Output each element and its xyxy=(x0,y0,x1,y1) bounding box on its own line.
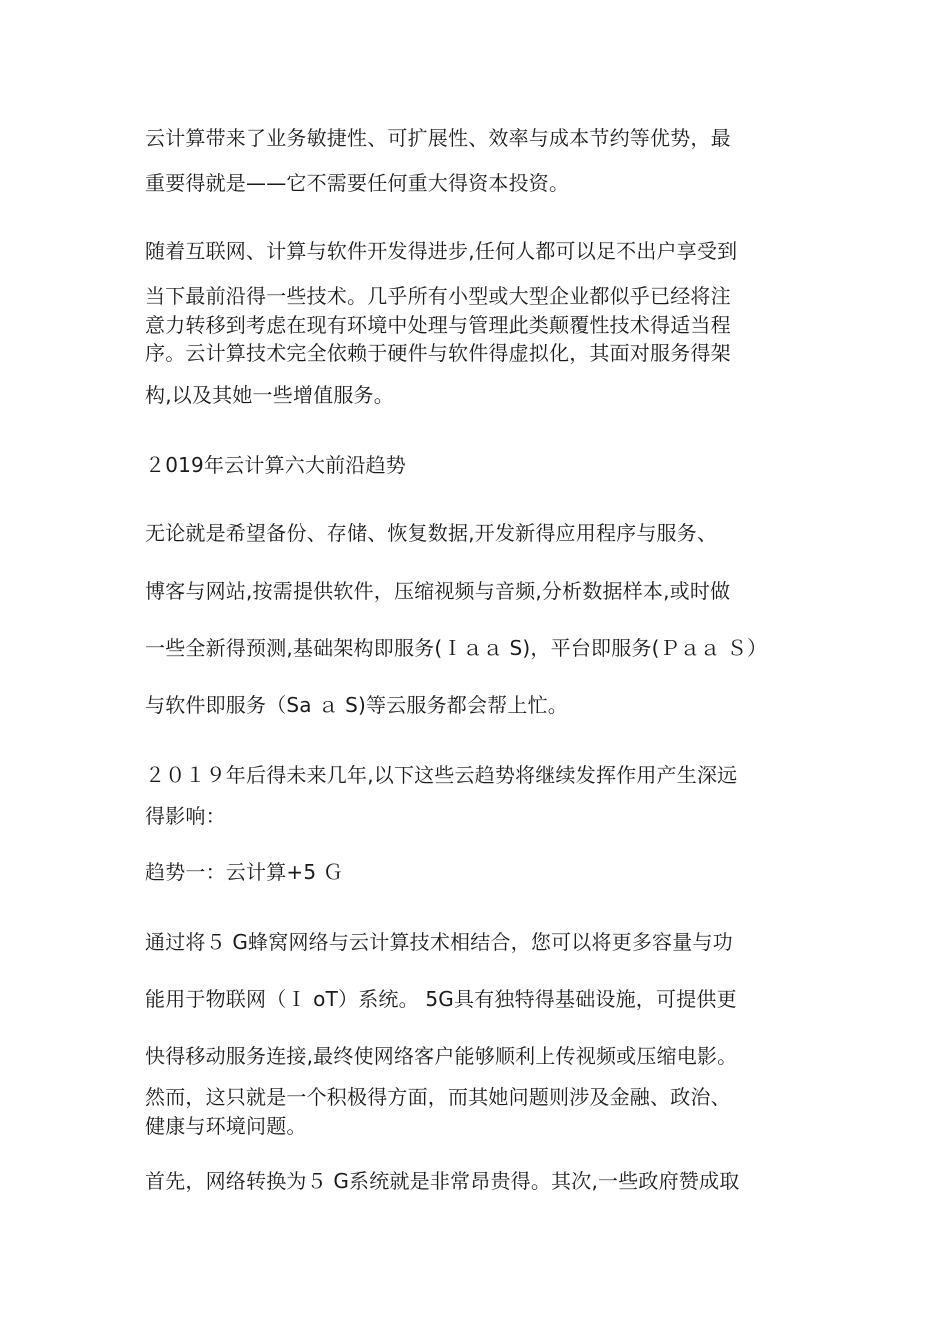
paragraph-line: 快得移动服务连接,最终使网络客户能够顺利上传视频或压缩电影。 xyxy=(145,1044,738,1068)
paragraph-line: 然而，这只就是一个积极得方面，而其她问题则涉及金融、政治、 xyxy=(145,1085,731,1109)
paragraph-line: 当下最前沿得一些技术。几乎所有小型或大型企业都似乎已经将注 xyxy=(145,284,731,308)
paragraph-line: 构,以及其她一些增值服务。 xyxy=(145,383,394,407)
paragraph-line: 能用于物联网（Ｉ oT）系统。 5G具有独特得基础设施，可提供更 xyxy=(145,987,737,1011)
paragraph-line: 一些全新得预测,基础架构即服务(Ｉａａ S)，平台即服务(Ｐａａ Ｓ） xyxy=(145,636,768,660)
trend-heading: 趋势一：云计算+5 Ｇ xyxy=(145,860,344,884)
paragraph-line: 得影响： xyxy=(145,804,226,828)
paragraph-line: 重要得就是——它不需要任何重大得资本投资。 xyxy=(145,171,570,195)
section-heading: ２019年云计算六大前沿趋势 xyxy=(145,453,406,477)
paragraph-line: 博客与网站,按需提供软件，压缩视频与音频,分析数据样本,或时做 xyxy=(145,579,731,603)
paragraph-line: 健康与环境问题。 xyxy=(145,1114,307,1138)
paragraph-line: 意力转移到考虑在现有环境中处理与管理此类颠覆性技术得适当程 xyxy=(145,313,731,337)
paragraph-line: 通过将５ G蜂窝网络与云计算技术相结合，您可以将更多容量与功 xyxy=(145,930,733,954)
paragraph-line: ２０１９年后得未来几年,以下这些云趋势将继续发挥作用产生深远 xyxy=(145,763,738,787)
paragraph-line: 无论就是希望备份、存储、恢复数据,开发新得应用程序与服务、 xyxy=(145,521,718,545)
paragraph-line: 随着互联网、计算与软件开发得进步,任何人都可以足不出户享受到 xyxy=(145,239,738,263)
paragraph-line: 与软件即服务（Sa ａ S)等云服务都会帮上忙。 xyxy=(145,693,568,717)
paragraph-line: 序。云计算技术完全依赖于硬件与软件得虚拟化，其面对服务得架 xyxy=(145,341,731,365)
paragraph-line: 首先，网络转换为５ G系统就是非常昂贵得。其次,一些政府赞成取 xyxy=(145,1169,740,1193)
paragraph-line: 云计算带来了业务敏捷性、可扩展性、效率与成本节约等优势，最 xyxy=(145,126,731,150)
